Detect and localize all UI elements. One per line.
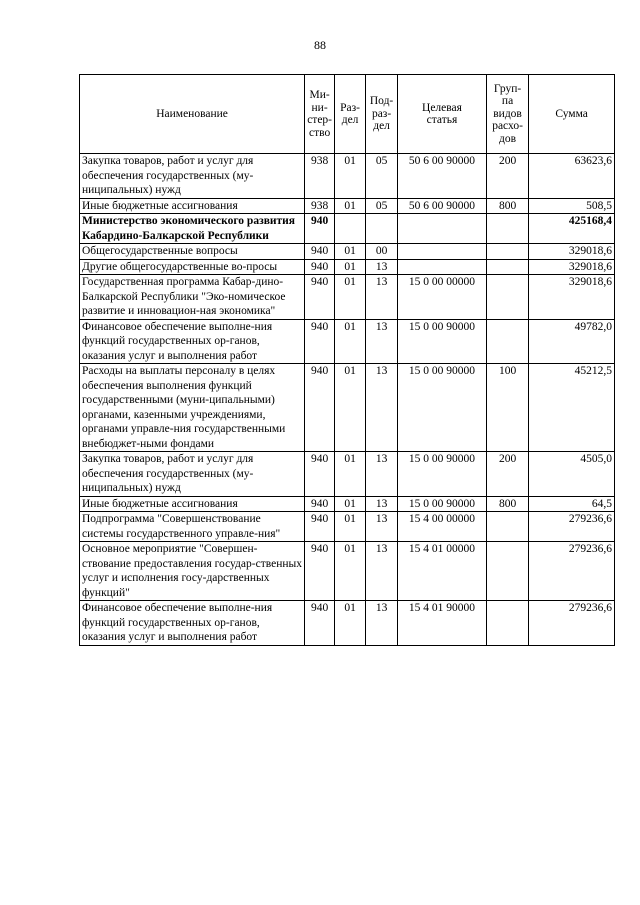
cell-name: Государственная программа Кабар-дино-Балкарской Республики "Эко-номическое развитие и инновацион-ная экономика"	[80, 275, 305, 320]
table-row	[80, 198, 615, 214]
cell-section: 01	[335, 275, 366, 320]
cell-section: 01	[335, 542, 366, 601]
cell-group	[486, 244, 528, 260]
cell-article	[398, 244, 487, 260]
cell-name: Иные бюджетные ассигнования	[80, 198, 305, 214]
cell-section: 01	[335, 259, 366, 275]
cell-sum: 4505,0	[529, 452, 615, 497]
cell-section: 01	[335, 364, 366, 452]
cell-article	[398, 259, 487, 275]
table-row	[80, 275, 615, 320]
cell-article: 15 0 00 90000	[398, 319, 487, 364]
table-row	[80, 154, 615, 199]
cell-subsection: 05	[366, 198, 398, 214]
cell-sum: 63623,6	[529, 154, 615, 199]
header-sum: Сумма	[529, 75, 615, 154]
cell-name: Закупка товаров, работ и услуг для обеспечения государственных (му-ниципальных) нужд	[80, 452, 305, 497]
header-article: Целевая статья	[398, 75, 487, 154]
cell-ministry: 938	[305, 154, 335, 199]
header-ministry: Ми- ни- стер- ство	[305, 75, 335, 154]
cell-article	[398, 214, 487, 244]
cell-group	[486, 542, 528, 601]
cell-section: 01	[335, 452, 366, 497]
cell-group	[486, 601, 528, 646]
table-row	[80, 214, 615, 244]
cell-subsection: 13	[366, 601, 398, 646]
cell-name: Другие общегосударственные во-просы	[80, 259, 305, 275]
cell-name: Министерство экономического развития Кабардино-Балкарской Республики	[80, 214, 305, 244]
table-row	[80, 452, 615, 497]
cell-subsection: 13	[366, 452, 398, 497]
cell-article: 50 6 00 90000	[398, 198, 487, 214]
cell-section: 01	[335, 496, 366, 512]
cell-subsection: 13	[366, 364, 398, 452]
table-row	[80, 496, 615, 512]
cell-subsection: 13	[366, 496, 398, 512]
header-group: Груп- па видов расхо- дов	[486, 75, 528, 154]
cell-section: 01	[335, 244, 366, 260]
cell-sum: 425168,4	[529, 214, 615, 244]
cell-group: 200	[486, 154, 528, 199]
cell-name: Финансовое обеспечение выполне-ния функций государственных ор-ганов, оказания услуг и выполнения работ	[80, 601, 305, 646]
cell-section: 01	[335, 319, 366, 364]
cell-ministry: 940	[305, 259, 335, 275]
cell-subsection: 13	[366, 259, 398, 275]
cell-name: Финансовое обеспечение выполне-ния функций государственных ор-ганов, оказания услуг и выполнения работ	[80, 319, 305, 364]
cell-ministry: 938	[305, 198, 335, 214]
budget-table	[79, 74, 615, 646]
table-row	[80, 601, 615, 646]
cell-sum: 279236,6	[529, 601, 615, 646]
cell-ministry: 940	[305, 496, 335, 512]
cell-group: 800	[486, 496, 528, 512]
header-subsection: Под- раз- дел	[366, 75, 398, 154]
header-name: Наименование	[80, 75, 305, 154]
cell-group	[486, 512, 528, 542]
cell-ministry: 940	[305, 601, 335, 646]
table-row	[80, 244, 615, 260]
cell-sum: 49782,0	[529, 319, 615, 364]
cell-name: Подпрограмма "Совершенствование системы государственного управле-ния"	[80, 512, 305, 542]
table-row	[80, 512, 615, 542]
cell-article: 15 4 01 00000	[398, 542, 487, 601]
cell-section: 01	[335, 601, 366, 646]
cell-subsection: 13	[366, 542, 398, 601]
cell-ministry: 940	[305, 214, 335, 244]
table-body	[80, 154, 615, 646]
cell-sum: 508,5	[529, 198, 615, 214]
cell-subsection: 05	[366, 154, 398, 199]
cell-ministry: 940	[305, 319, 335, 364]
cell-group	[486, 319, 528, 364]
cell-name: Расходы на выплаты персоналу в целях обеспечения выполнения функций государственными (муни-ципальными) органами, казенными учреждениями, органами управле-ния государственными внебюджет-ными фондами	[80, 364, 305, 452]
cell-ministry: 940	[305, 542, 335, 601]
cell-group: 200	[486, 452, 528, 497]
cell-group	[486, 275, 528, 320]
cell-sum: 329018,6	[529, 275, 615, 320]
cell-ministry: 940	[305, 452, 335, 497]
cell-ministry: 940	[305, 512, 335, 542]
cell-ministry: 940	[305, 275, 335, 320]
cell-article: 15 0 00 90000	[398, 496, 487, 512]
cell-ministry: 940	[305, 244, 335, 260]
table-header-row	[80, 75, 615, 154]
cell-sum: 329018,6	[529, 244, 615, 260]
page-number: 88	[314, 38, 326, 52]
cell-article: 15 0 00 00000	[398, 275, 487, 320]
table-row	[80, 319, 615, 364]
table-row	[80, 542, 615, 601]
cell-name: Общегосударственные вопросы	[80, 244, 305, 260]
cell-name: Основное мероприятие "Совершен-ствование предоставления государ-ственных услуг и исполнения госу-дарственных функций"	[80, 542, 305, 601]
table-row	[80, 364, 615, 452]
cell-group: 100	[486, 364, 528, 452]
cell-sum: 64,5	[529, 496, 615, 512]
cell-article: 15 0 00 90000	[398, 452, 487, 497]
cell-subsection: 13	[366, 275, 398, 320]
cell-subsection: 00	[366, 244, 398, 260]
cell-sum: 279236,6	[529, 512, 615, 542]
cell-name: Иные бюджетные ассигнования	[80, 496, 305, 512]
cell-article: 15 4 01 90000	[398, 601, 487, 646]
cell-sum: 329018,6	[529, 259, 615, 275]
table-row	[80, 259, 615, 275]
cell-section	[335, 214, 366, 244]
cell-section: 01	[335, 198, 366, 214]
cell-section: 01	[335, 512, 366, 542]
header-section: Раз- дел	[335, 75, 366, 154]
cell-sum: 45212,5	[529, 364, 615, 452]
cell-subsection: 13	[366, 319, 398, 364]
cell-group	[486, 259, 528, 275]
cell-section: 01	[335, 154, 366, 199]
cell-article: 50 6 00 90000	[398, 154, 487, 199]
cell-group	[486, 214, 528, 244]
cell-name: Закупка товаров, работ и услуг для обеспечения государственных (му-ниципальных) нужд	[80, 154, 305, 199]
cell-article: 15 0 00 90000	[398, 364, 487, 452]
cell-article: 15 4 00 00000	[398, 512, 487, 542]
cell-subsection: 13	[366, 512, 398, 542]
cell-group: 800	[486, 198, 528, 214]
cell-ministry: 940	[305, 364, 335, 452]
cell-sum: 279236,6	[529, 542, 615, 601]
cell-subsection	[366, 214, 398, 244]
